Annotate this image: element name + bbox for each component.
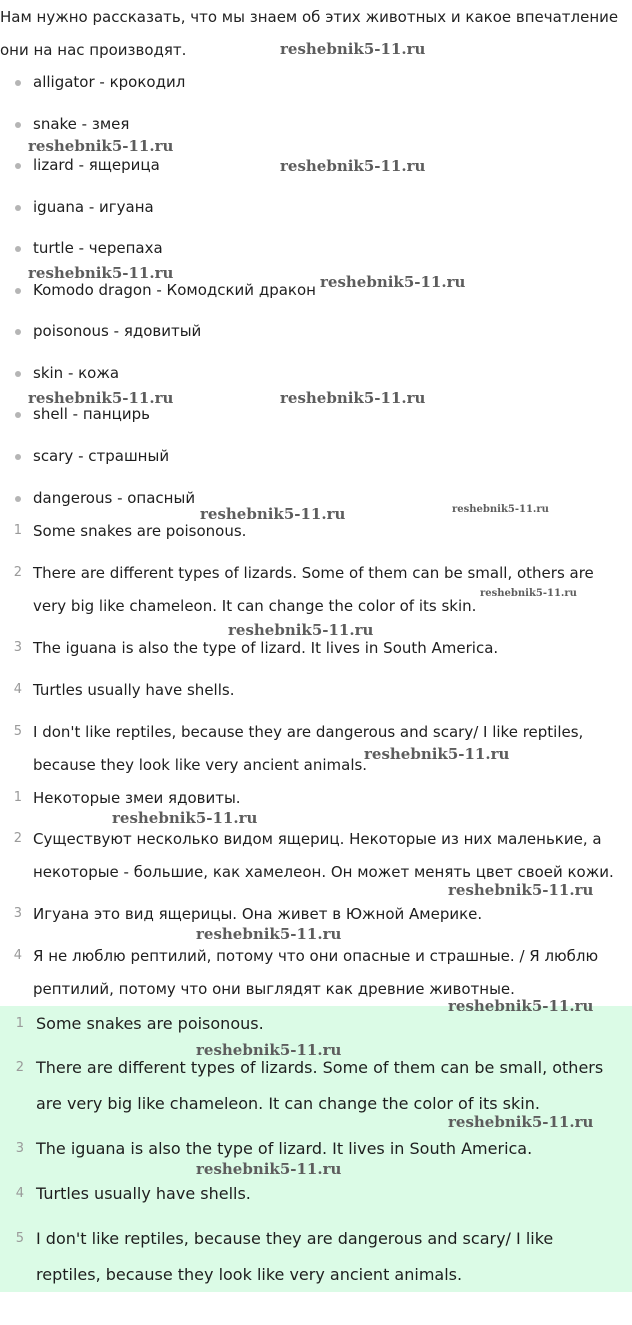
- sentence-number: 3: [15, 1141, 24, 1156]
- watermark: reshebnik5-11.ru: [452, 504, 549, 515]
- vocab-item: scary - страшный: [33, 447, 170, 465]
- sentence-line: reptiles, because they look like very ancient animals.: [36, 1265, 463, 1284]
- sentence-number: 2: [13, 831, 22, 846]
- watermark: reshebnik5-11.ru: [200, 505, 346, 523]
- watermark: reshebnik5-11.ru: [228, 621, 374, 639]
- watermark: reshebnik5-11.ru: [28, 264, 174, 282]
- vocab-item: poisonous - ядовитый: [33, 322, 202, 340]
- watermark: reshebnik5-11.ru: [196, 1041, 342, 1059]
- sentence-line: Я не люблю рептилий, потому что они опасные и страшные. / Я люблю: [33, 947, 599, 965]
- sentence-number: 3: [13, 640, 22, 655]
- watermark: reshebnik5-11.ru: [280, 157, 426, 175]
- vocab-item: skin - кожа: [33, 364, 120, 382]
- sentence-line: I don't like reptiles, because they are dangerous and scary/ I like reptiles,: [33, 723, 584, 741]
- sentence-number: 1: [13, 523, 22, 538]
- vocab-item: shell - панцирь: [33, 405, 150, 423]
- sentence-line: There are different types of lizards. Some of them can be small, others are: [33, 564, 594, 582]
- sentence-number: 5: [13, 724, 22, 739]
- sentence-number: 2: [15, 1060, 24, 1075]
- watermark: reshebnik5-11.ru: [112, 809, 258, 827]
- bullet-icon: [15, 163, 21, 169]
- watermark: reshebnik5-11.ru: [280, 389, 426, 407]
- watermark: reshebnik5-11.ru: [480, 588, 577, 599]
- watermark: reshebnik5-11.ru: [448, 1113, 594, 1131]
- bullet-icon: [15, 329, 21, 335]
- watermark: reshebnik5-11.ru: [28, 137, 174, 155]
- sentence-line: very big like chameleon. It can change the color of its skin.: [33, 597, 477, 615]
- sentence-number: 5: [15, 1231, 24, 1246]
- sentence-line: The iguana is also the type of lizard. It lives in South America.: [33, 639, 499, 657]
- bullet-icon: [15, 80, 21, 86]
- vocab-item: iguana - игуана: [33, 198, 154, 216]
- watermark: reshebnik5-11.ru: [280, 40, 426, 58]
- sentence-line: Some snakes are poisonous.: [36, 1014, 264, 1033]
- watermark: reshebnik5-11.ru: [320, 273, 466, 291]
- bullet-icon: [15, 205, 21, 211]
- watermark: reshebnik5-11.ru: [196, 1160, 342, 1178]
- sentence-number: 3: [13, 906, 22, 921]
- bullet-icon: [15, 496, 21, 502]
- sentence-line: because they look like very ancient animals.: [33, 756, 368, 774]
- sentence-line: The iguana is also the type of lizard. It lives in South America.: [36, 1139, 533, 1158]
- sentence-line: Turtles usually have shells.: [36, 1184, 251, 1203]
- sentence-line: Some snakes are poisonous.: [33, 522, 247, 540]
- watermark: reshebnik5-11.ru: [364, 745, 510, 763]
- bullet-icon: [15, 371, 21, 377]
- bullet-icon: [15, 246, 21, 252]
- watermark: reshebnik5-11.ru: [448, 997, 594, 1015]
- bullet-icon: [15, 454, 21, 460]
- sentence-line: There are different types of lizards. Some of them can be small, others: [36, 1058, 604, 1077]
- sentence-number: 4: [13, 948, 22, 963]
- sentence-line: are very big like chameleon. It can change the color of its skin.: [36, 1094, 540, 1113]
- vocab-item: snake - змея: [33, 115, 130, 133]
- vocab-item: turtle - черепаха: [33, 239, 163, 257]
- sentence-line: Turtles usually have shells.: [33, 681, 235, 699]
- sentence-number: 4: [13, 682, 22, 697]
- watermark: reshebnik5-11.ru: [196, 925, 342, 943]
- sentence-line: I don't like reptiles, because they are dangerous and scary/ I like: [36, 1229, 554, 1248]
- bullet-icon: [15, 288, 21, 294]
- vocab-item: dangerous - опасный: [33, 489, 196, 507]
- watermark: reshebnik5-11.ru: [448, 881, 594, 899]
- intro-line-2: они на нас производят.: [0, 41, 187, 59]
- sentence-line: Существуют несколько видом ящериц. Некоторые из них маленькие, а: [33, 830, 602, 848]
- watermark: reshebnik5-11.ru: [28, 389, 174, 407]
- vocab-item: Komodo dragon - Комодский дракон: [33, 281, 316, 299]
- sentence-number: 2: [13, 565, 22, 580]
- sentence-number: 4: [15, 1186, 24, 1201]
- sentence-line: рептилий, потому что они выглядят как древние животные.: [33, 980, 515, 998]
- sentence-line: некоторые - большие, как хамелеон. Он может менять цвет своей кожи.: [33, 863, 614, 881]
- vocab-item: lizard - ящерица: [33, 156, 160, 174]
- sentence-line: Игуана это вид ящерицы. Она живет в Южной Америке.: [33, 905, 483, 923]
- bullet-icon: [15, 412, 21, 418]
- sentence-line: Некоторые змеи ядовиты.: [33, 789, 241, 807]
- bullet-icon: [15, 122, 21, 128]
- intro-line-1: Нам нужно рассказать, что мы знаем об этих животных и какое впечатление: [0, 8, 619, 26]
- sentence-number: 1: [13, 790, 22, 805]
- sentence-number: 1: [15, 1016, 24, 1031]
- vocab-item: alligator - крокодил: [33, 73, 186, 91]
